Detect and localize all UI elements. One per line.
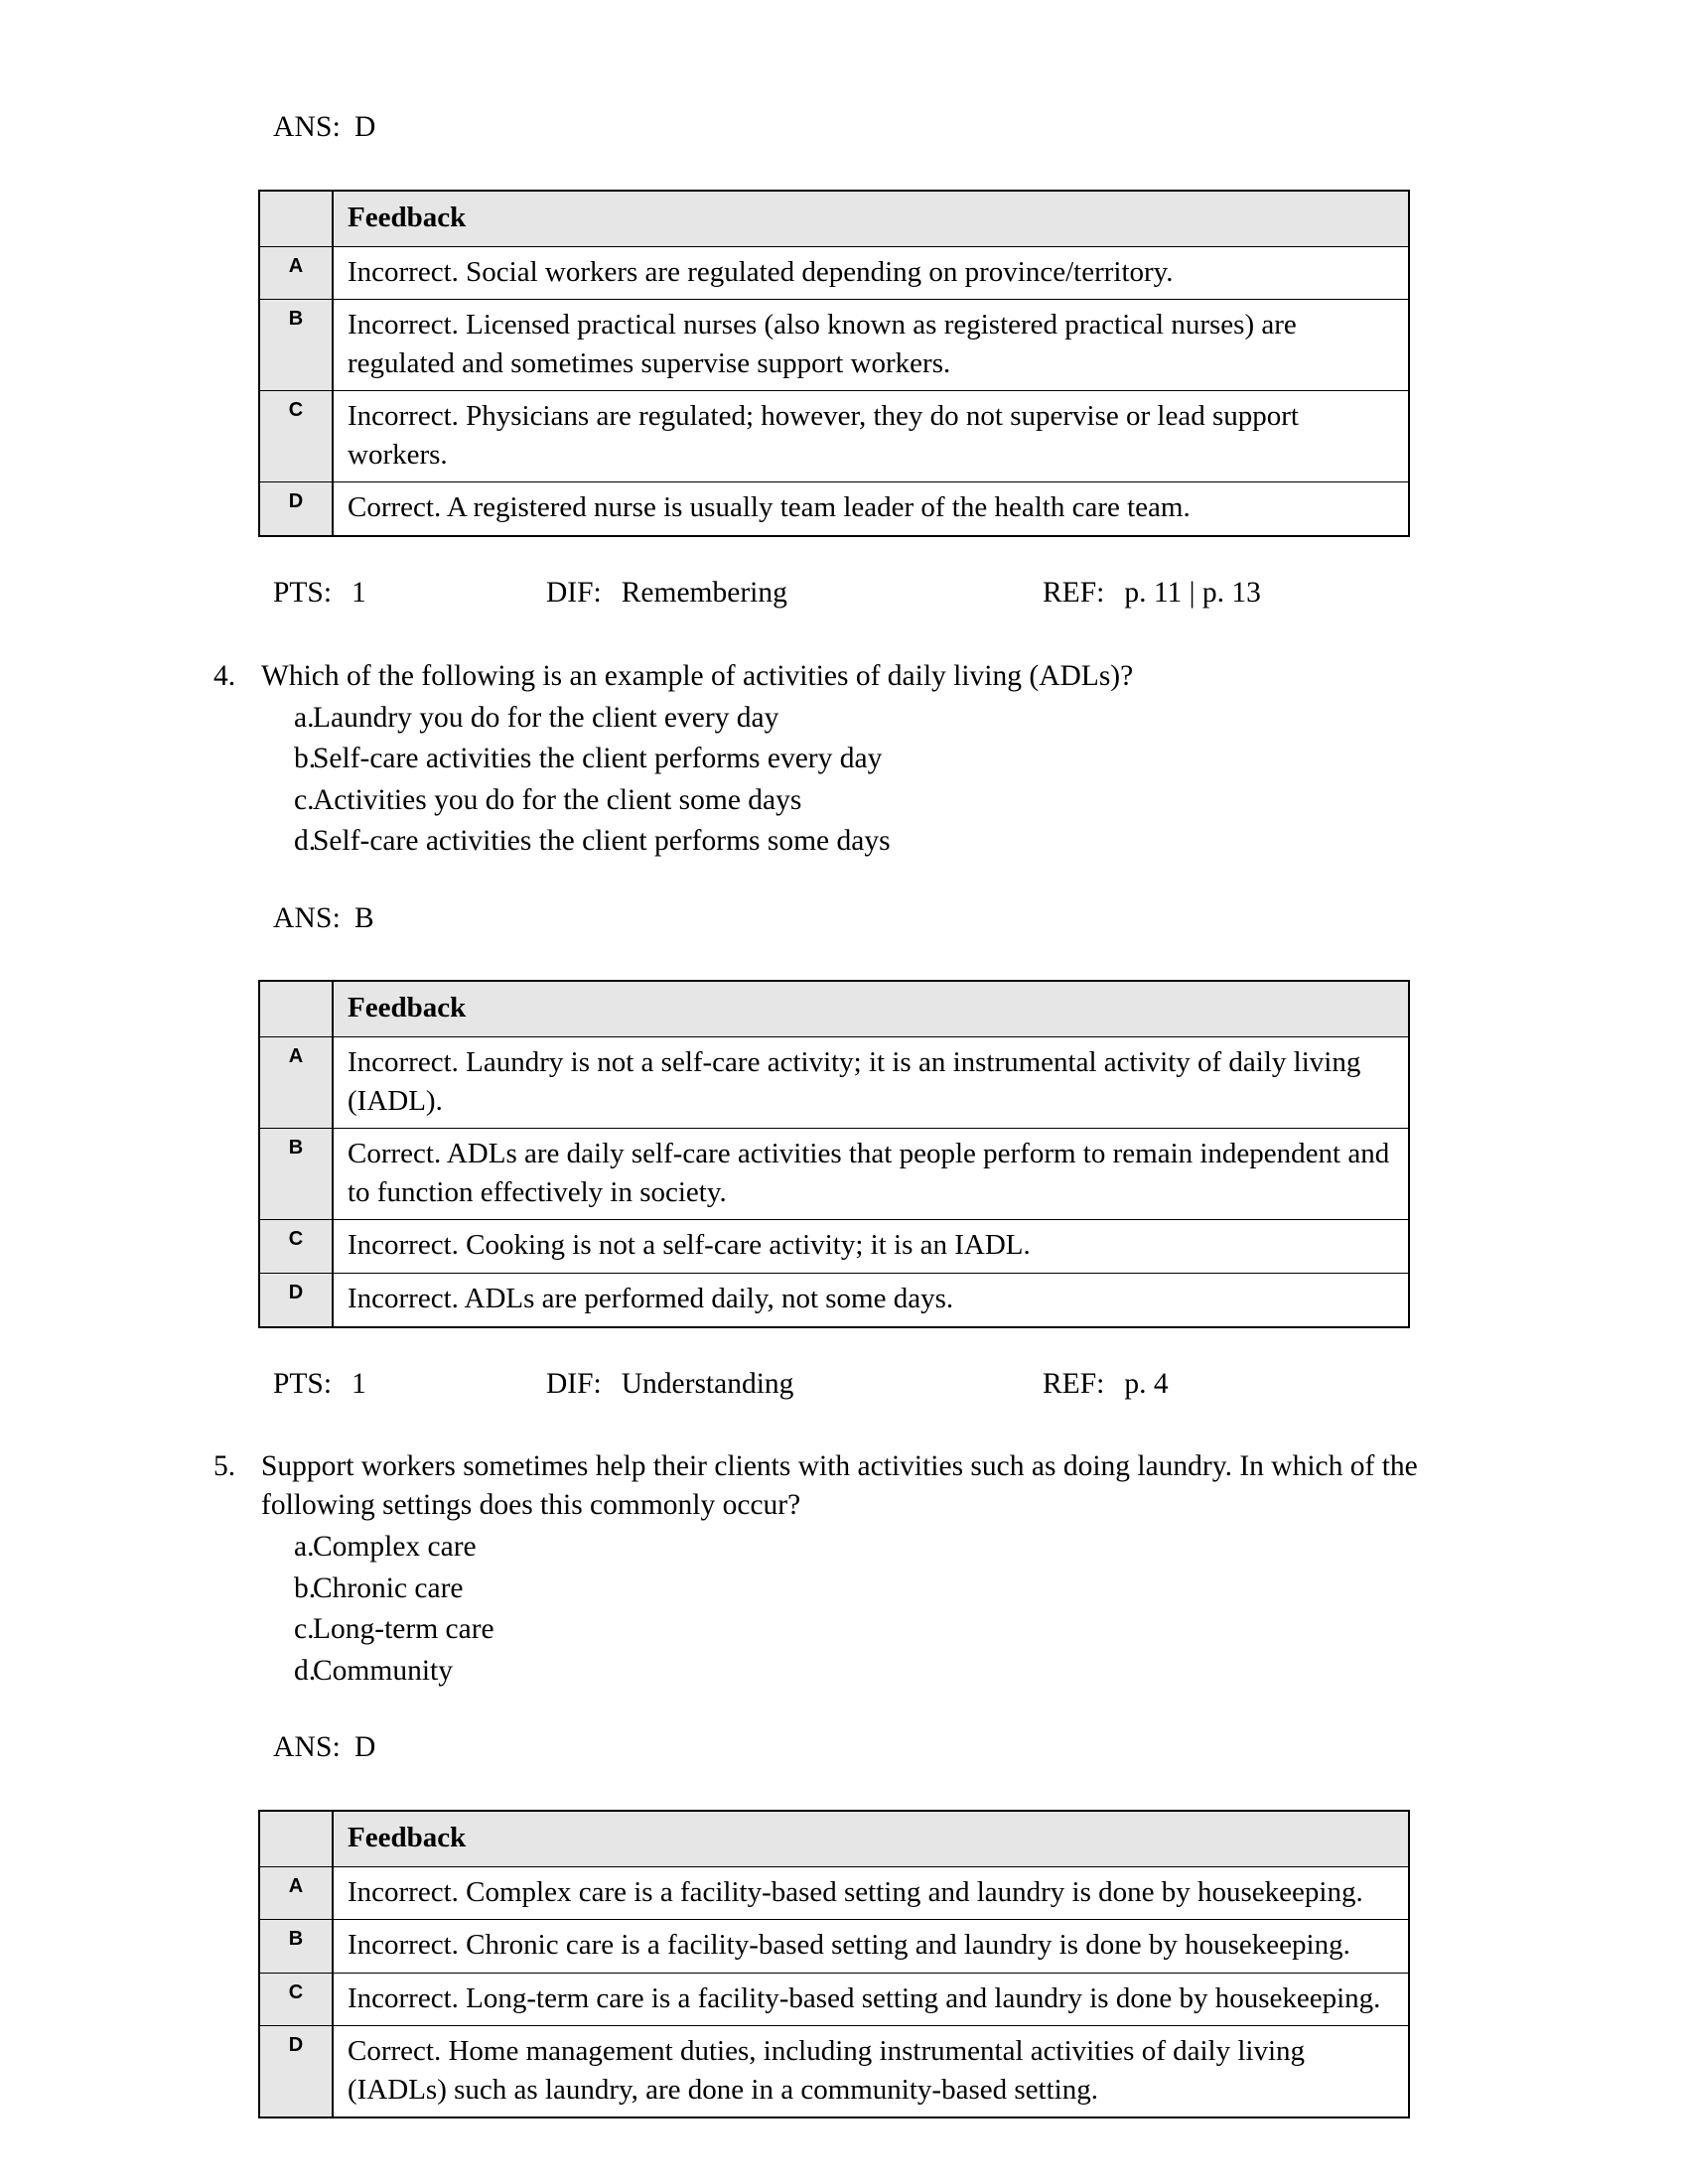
answer-label: ANS: xyxy=(273,901,342,934)
table-row xyxy=(259,1220,1409,1274)
answer-line-q3 xyxy=(273,109,1475,146)
list-item xyxy=(261,1611,1475,1648)
question-stem: Support workers sometimes help their clients with activities such as doing laundry. In which of the following settings does this commonly occur? xyxy=(261,1450,1418,1522)
answer-value: D xyxy=(354,1731,376,1764)
list-item xyxy=(261,782,1475,819)
feedback-column-header: Feedback xyxy=(333,191,1409,246)
option-letter: A xyxy=(259,246,333,300)
option-key: c. xyxy=(294,783,315,816)
list-item xyxy=(261,1529,1475,1566)
question-body xyxy=(261,657,1475,861)
pts-group xyxy=(273,575,546,612)
table-header-row xyxy=(259,191,1409,246)
ref-value: p. 4 xyxy=(1124,1367,1169,1400)
feedback-text: Incorrect. Cooking is not a self-care activity; it is an IADL. xyxy=(333,1220,1409,1274)
answer-line-q5 xyxy=(273,1729,1475,1766)
table-row xyxy=(259,391,1409,482)
table-row xyxy=(259,246,1409,300)
feedback-text: Correct. A registered nurse is usually team leader of the health care team. xyxy=(333,482,1409,536)
dif-value: Understanding xyxy=(621,1367,794,1400)
feedback-text: Incorrect. Chronic care is a facility-based setting and laundry is done by housekeeping. xyxy=(333,1920,1409,1974)
question-stem: Which of the following is an example of activities of daily living (ADLs)? xyxy=(261,659,1134,692)
option-key: a. xyxy=(294,1531,315,1564)
option-letter: A xyxy=(259,1037,333,1129)
meta-row-q3 xyxy=(273,575,1355,612)
option-text: Activities you do for the client some days xyxy=(313,783,802,816)
option-list xyxy=(261,1529,1475,1690)
list-item xyxy=(261,1653,1475,1690)
dif-group xyxy=(546,575,1043,612)
header-blank-cell xyxy=(259,1811,333,1866)
pts-value: 1 xyxy=(352,576,366,609)
pts-label: PTS: xyxy=(273,1367,333,1400)
feedback-text: Incorrect. Long-term care is a facility-based setting and laundry is done by housekeeping. xyxy=(333,1973,1409,2026)
question-4 xyxy=(213,657,1475,861)
feedback-table-q3 xyxy=(258,190,1410,537)
feedback-table-q5 xyxy=(258,1810,1410,2119)
header-blank-cell xyxy=(259,981,333,1036)
option-text: Self-care activities the client performs every day xyxy=(313,743,883,775)
pts-group xyxy=(273,1366,546,1403)
question-body xyxy=(261,1447,1475,1690)
feedback-text: Incorrect. Laundry is not a self-care activity; it is an instrumental activity of daily living (IADL). xyxy=(333,1037,1409,1129)
answer-value: D xyxy=(354,111,376,143)
option-letter: C xyxy=(259,391,333,482)
ref-group xyxy=(1043,1366,1355,1403)
answer-value: B xyxy=(354,901,374,934)
feedback-text: Incorrect. Social workers are regulated depending on province/territory. xyxy=(333,246,1409,300)
ref-label: REF: xyxy=(1043,1367,1105,1400)
table-header-row xyxy=(259,981,1409,1036)
option-letter: B xyxy=(259,1129,333,1220)
option-key: c. xyxy=(294,1613,315,1646)
question-number: 5. xyxy=(213,1450,236,1483)
table-header-row xyxy=(259,1811,1409,1866)
ref-value: p. 11 | p. 13 xyxy=(1124,576,1261,609)
option-key: a. xyxy=(294,701,315,734)
option-text: Community xyxy=(313,1654,453,1687)
option-text: Complex care xyxy=(313,1531,477,1564)
dif-value: Remembering xyxy=(621,576,787,609)
option-key: d. xyxy=(294,1654,317,1687)
meta-row-q4 xyxy=(273,1366,1355,1403)
table-row xyxy=(259,1037,1409,1129)
feedback-text: Correct. Home management duties, including instrumental activities of daily living (IADLs) such as laundry, are done in a community-based setting. xyxy=(333,2026,1409,2118)
feedback-text: Incorrect. Licensed practical nurses (also known as registered practical nurses) are regulated and sometimes supervise support workers. xyxy=(333,300,1409,391)
list-item xyxy=(261,700,1475,737)
list-item xyxy=(261,1570,1475,1607)
option-letter: B xyxy=(259,300,333,391)
option-letter: D xyxy=(259,482,333,536)
table-row xyxy=(259,1866,1409,1920)
option-text: Long-term care xyxy=(313,1613,494,1646)
feedback-table-q4 xyxy=(258,980,1410,1327)
question-number: 4. xyxy=(213,659,236,692)
list-item xyxy=(261,741,1475,777)
table-row xyxy=(259,2026,1409,2118)
option-text: Self-care activities the client performs some days xyxy=(313,825,891,858)
table-row xyxy=(259,1129,1409,1220)
option-letter: B xyxy=(259,1920,333,1974)
option-key: b. xyxy=(294,743,317,775)
table-row xyxy=(259,300,1409,391)
option-key: d. xyxy=(294,825,317,858)
feedback-text: Incorrect. ADLs are performed daily, not some days. xyxy=(333,1273,1409,1326)
table-row xyxy=(259,1920,1409,1974)
option-letter: D xyxy=(259,2026,333,2118)
feedback-column-header: Feedback xyxy=(333,981,1409,1036)
option-letter: A xyxy=(259,1866,333,1920)
pts-label: PTS: xyxy=(273,576,333,609)
ref-label: REF: xyxy=(1043,576,1105,609)
dif-group xyxy=(546,1366,1043,1403)
question-5 xyxy=(213,1447,1475,1690)
table-row xyxy=(259,482,1409,536)
list-item xyxy=(261,823,1475,860)
option-key: b. xyxy=(294,1571,317,1604)
option-letter: C xyxy=(259,1220,333,1274)
option-letter: C xyxy=(259,1973,333,2026)
dif-label: DIF: xyxy=(546,1367,602,1400)
header-blank-cell xyxy=(259,191,333,246)
option-text: Laundry you do for the client every day xyxy=(313,701,779,734)
table-row xyxy=(259,1273,1409,1326)
feedback-text: Incorrect. Complex care is a facility-based setting and laundry is done by housekeeping. xyxy=(333,1866,1409,1920)
feedback-column-header: Feedback xyxy=(333,1811,1409,1866)
ref-group xyxy=(1043,575,1355,612)
feedback-text: Correct. ADLs are daily self-care activities that people perform to remain independent and to function effectively in society. xyxy=(333,1129,1409,1220)
answer-label: ANS: xyxy=(273,1731,342,1764)
dif-label: DIF: xyxy=(546,576,602,609)
option-letter: D xyxy=(259,1273,333,1326)
answer-line-q4 xyxy=(273,900,1475,937)
table-row xyxy=(259,1973,1409,2026)
answer-label: ANS: xyxy=(273,111,342,143)
option-list xyxy=(261,700,1475,861)
option-text: Chronic care xyxy=(313,1571,464,1604)
pts-value: 1 xyxy=(352,1367,366,1400)
feedback-text: Incorrect. Physicians are regulated; however, they do not supervise or lead support workers. xyxy=(333,391,1409,482)
